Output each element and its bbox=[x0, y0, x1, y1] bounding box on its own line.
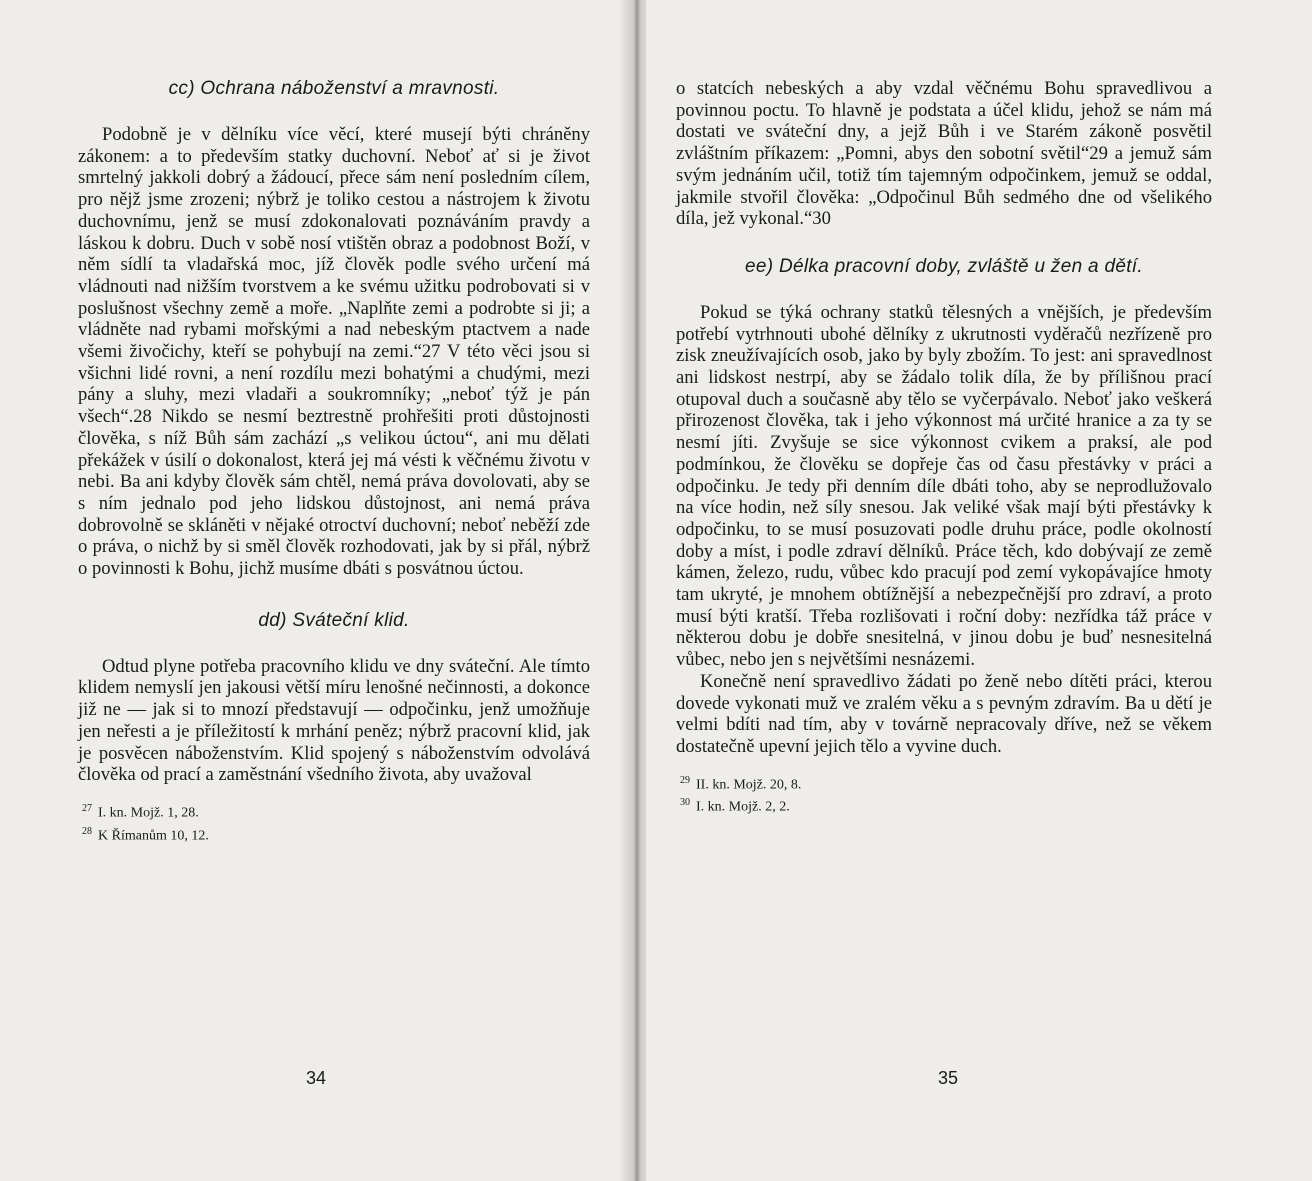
footnote-text: I. kn. Mojž. 2, 2. bbox=[696, 800, 790, 815]
footnote bbox=[78, 823, 590, 846]
footnote bbox=[78, 800, 590, 823]
footnote bbox=[676, 794, 1212, 817]
page-number-left: 34 bbox=[306, 1068, 327, 1088]
paragraph-continuation: o statcích nebeských a aby vzdal věčnému Bohu spravedlivou a povinnou poctu. To hlavně je podstata a účel klidu, jehož se nám má dostati ve sváteční dny, a jejž Bůh i ve Starém zákoně posvětil zvláštním příkazem: „Pomni, abys den sobotní světil“29 a jemuž sám svým jednáním učil, totiž tím tajemným odpočinkem, jemuž se oddal, jakmile stvořil člověka: „Odpočinul Bůh sedmého dne od všelikého díla, jež vykonal.“30 bbox=[676, 78, 1212, 230]
footnote-number: 28 bbox=[82, 825, 92, 837]
footnotes-right bbox=[676, 772, 1212, 817]
footnote-text: II. kn. Mojž. 20, 8. bbox=[696, 777, 802, 793]
footnote-number: 27 bbox=[82, 802, 92, 814]
paragraph-ee-2: Konečně není spravedlivo žádati po ženě nebo dítěti práci, kterou dovede vykonati muž ve zralém věku a s pevným zdravím. Ba u dětí je velmi bdíti nad tím, aby v továrně nepracovaly dříve, než se věkem dostatečně upevní jejich tělo a vyvine duch. bbox=[676, 670, 1212, 757]
footnote-number: 30 bbox=[680, 797, 690, 809]
footnote-text: K Římanům 10, 12. bbox=[98, 828, 209, 844]
paragraph-cc: Podobně je v dělníku více věcí, které musejí býti chráněny zákonem: a to především statky duchovní. Neboť ať si je život smrtelný jakkoli dobrý a žádoucí, přece sám není posledním cílem, pro nějž jsme zrozeni; nýbrž je toliko cestou a nástrojem k životu duchovnímu, jenž se musí zdokonalovati poznáváním pravdy a láskou k dobru. Duch v sobě nosí vtištěn obraz a podobnost Boží, v něm sídlí ta vladařská moc, jíž člověk podle svého určení má vládnouti nad nižším tvorstvem a ke svému užitku podrobovati si v poslušnost všechny země a moře. „Naplňte zemi a podrobte si ji; a vládněte nad rybami mořskými a nad nebeským ptactvem a nade všemi živočichy, kteří se pohybují na zemi.“27 V této věci jsou si všichni lidé rovni, a není rozdílu mezi bohatými a chudými, mezi pány a sluhy, mezi vladaři a soukromníky; „neboť týž je pán všech“.28 Nikdo se nesmí beztrestně prohřešiti proti důstojnosti člověka, s níž Bůh sám zachází „s velikou úctou“, ani mu dělati překážek v úsilí o dokonalost, která jej má vésti k věčnému životu v nebi. Ba ani kdyby člověk sám chtěl, nemá práva dovolovati, aby se s ním jednalo pod jeho lidskou důstojnost, ani nemá práva dobrovolně se skláněti v nějaké otroctví duchovní; neboť neběží zde o práva, o nichž by si směl člověk rozhodovati, jak by si přál, nýbrž o povinnosti k Bohu, jichž musíme dbáti s posvátnou úctou. bbox=[78, 124, 590, 580]
footnote-text: I. kn. Mojž. 1, 28. bbox=[98, 805, 199, 821]
section-heading-cc: cc) Ochrana náboženství a mravnosti. bbox=[168, 78, 500, 99]
footnotes-left bbox=[78, 800, 590, 845]
right-page bbox=[646, 0, 1312, 1181]
section-heading-ee: ee) Délka pracovní doby, zvláště u žen a dětí. bbox=[745, 255, 1143, 277]
footnote bbox=[676, 772, 1212, 795]
section-heading-dd: dd) Sváteční klid. bbox=[258, 609, 410, 631]
paragraph-dd: Odtud plyne potřeba pracovního klidu ve dny sváteční. Ale tímto klidem nemyslí jen jakousi větší míru lenošné nečinnosti, a dokonce již ne — jak si to mnozí představují — odpočinku, jenž umožňuje jen neřesti a je příležitostí k mrhání peněz; nýbrž pracovní klid, jak je posvěcen náboženstvím. Klid spojený s náboženstvím odvolává člověka od prací a zaměstnání všedního života, aby uvažoval bbox=[78, 655, 590, 786]
left-page bbox=[0, 0, 630, 1181]
footnote-number: 29 bbox=[680, 774, 690, 786]
page-number-right: 35 bbox=[938, 1068, 959, 1088]
paragraph-ee-1: Pokud se týká ochrany statků tělesných a vnějších, je především potřebí vytrhnouti ubohé dělníky z ukrutnosti vyděračů nezřízeně pro zisk zneužívajících osob, jako by byly zbožím. To jest: ani spravedlnost ani lidskost nestrpí, aby se žádalo tolik díla, že by přílišnou prací otupoval duch a současně aby tělo se vyčerpávalo. Neboť jako veškerá přirozenost člověka, tak i jeho výkonnost má určité hranice a za ty se nesmí jíti. Zvyšuje se sice výkonnost cvikem a praksí, ale pod podmínkou, že člověku se dopřeje čas od času přestávky v práci a odpočinku. Je tedy při denním díle dbáti toho, aby se neprodlužovalo na více hodin, než síly snesou. Jak veliké však mají býti přestávky k odpočinku, to se musí posuzovati podle druhu práce, podle okolností doby a míst, i podle zdraví dělníků. Práce těch, kdo dobývají ze země kámen, železo, rudu, vůbec kdo pracují pod zemí vykopávajíce hmoty tam ukryté, je mnohem obtížnější a nebezpečnější pro zdraví, a proto musí býti kratší. Třeba rozlišovati i roční doby: nezřídka táž práce v některou dobu je dobře snesitelná, v jinou dobu je buď nesnesitelná vůbec, nebo jen s největšími nesnázemi. bbox=[676, 301, 1212, 671]
